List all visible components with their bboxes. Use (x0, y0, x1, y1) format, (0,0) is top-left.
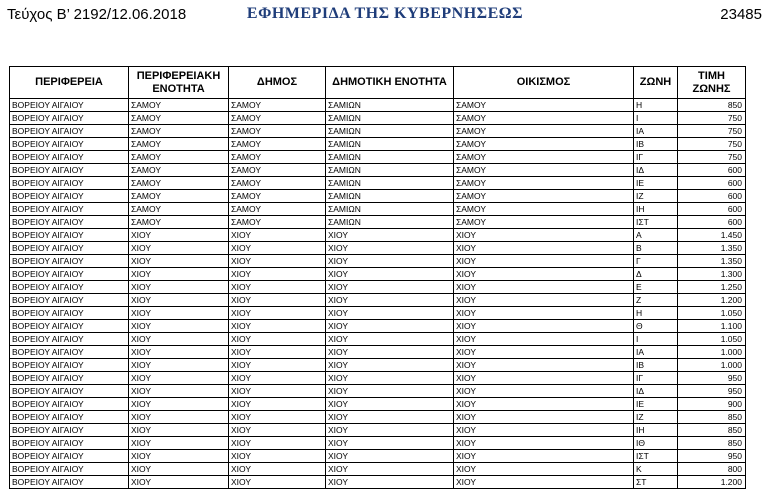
table-row (10, 307, 746, 320)
cell-settlement: ΣΑΜΟΥ (454, 190, 634, 203)
table-row (10, 476, 746, 489)
cell-municipal-unit: ΧΙΟΥ (326, 437, 454, 450)
cell-municipal-unit: ΧΙΟΥ (326, 229, 454, 242)
cell-settlement: ΧΙΟΥ (454, 385, 634, 398)
cell-municipal-unit: ΧΙΟΥ (326, 307, 454, 320)
cell-regional-unit: ΣΑΜΟΥ (129, 216, 229, 229)
cell-settlement: ΧΙΟΥ (454, 320, 634, 333)
cell-settlement: ΣΑΜΟΥ (454, 151, 634, 164)
cell-region: ΒΟΡΕΙΟΥ ΑΙΓΑΙΟΥ (10, 411, 129, 424)
cell-zone: ΙΒ (634, 359, 678, 372)
cell-regional-unit: ΧΙΟΥ (129, 320, 229, 333)
cell-settlement: ΧΙΟΥ (454, 359, 634, 372)
cell-region: ΒΟΡΕΙΟΥ ΑΙΓΑΙΟΥ (10, 424, 129, 437)
cell-regional-unit: ΣΑΜΟΥ (129, 177, 229, 190)
cell-settlement: ΧΙΟΥ (454, 307, 634, 320)
cell-regional-unit: ΧΙΟΥ (129, 411, 229, 424)
cell-municipality: ΣΑΜΟΥ (229, 203, 326, 216)
cell-region: ΒΟΡΕΙΟΥ ΑΙΓΑΙΟΥ (10, 190, 129, 203)
cell-municipality: ΧΙΟΥ (229, 385, 326, 398)
cell-zone-price: 1.050 (678, 307, 746, 320)
cell-municipal-unit: ΧΙΟΥ (326, 385, 454, 398)
cell-municipal-unit: ΧΙΟΥ (326, 333, 454, 346)
cell-municipal-unit: ΣΑΜΙΩΝ (326, 203, 454, 216)
cell-municipality: ΧΙΟΥ (229, 320, 326, 333)
cell-zone: ΙΖ (634, 411, 678, 424)
cell-settlement: ΧΙΟΥ (454, 411, 634, 424)
table-row (10, 255, 746, 268)
cell-municipal-unit: ΧΙΟΥ (326, 424, 454, 437)
cell-regional-unit: ΧΙΟΥ (129, 255, 229, 268)
cell-regional-unit: ΧΙΟΥ (129, 398, 229, 411)
cell-zone-price: 950 (678, 385, 746, 398)
cell-zone-price: 1.350 (678, 242, 746, 255)
cell-municipality: ΧΙΟΥ (229, 463, 326, 476)
cell-regional-unit: ΧΙΟΥ (129, 268, 229, 281)
cell-zone-price: 950 (678, 450, 746, 463)
table-row (10, 203, 746, 216)
cell-regional-unit: ΣΑΜΟΥ (129, 151, 229, 164)
cell-zone-price: 1.050 (678, 333, 746, 346)
cell-zone-price: 1.450 (678, 229, 746, 242)
cell-municipal-unit: ΣΑΜΙΩΝ (326, 138, 454, 151)
cell-settlement: ΧΙΟΥ (454, 476, 634, 489)
cell-region: ΒΟΡΕΙΟΥ ΑΙΓΑΙΟΥ (10, 216, 129, 229)
cell-regional-unit: ΧΙΟΥ (129, 307, 229, 320)
table-row (10, 138, 746, 151)
column-header-municipality: ΔΗΜΟΣ (229, 67, 326, 99)
table-row (10, 359, 746, 372)
cell-region: ΒΟΡΕΙΟΥ ΑΙΓΑΙΟΥ (10, 385, 129, 398)
cell-municipality: ΧΙΟΥ (229, 307, 326, 320)
cell-zone-price: 600 (678, 216, 746, 229)
cell-region: ΒΟΡΕΙΟΥ ΑΙΓΑΙΟΥ (10, 437, 129, 450)
cell-municipal-unit: ΣΑΜΙΩΝ (326, 151, 454, 164)
cell-zone-price: 600 (678, 190, 746, 203)
table-row (10, 398, 746, 411)
cell-settlement: ΧΙΟΥ (454, 333, 634, 346)
cell-municipality: ΧΙΟΥ (229, 372, 326, 385)
cell-municipal-unit: ΧΙΟΥ (326, 281, 454, 294)
cell-zone-price: 750 (678, 125, 746, 138)
cell-municipal-unit: ΧΙΟΥ (326, 255, 454, 268)
cell-settlement: ΧΙΟΥ (454, 268, 634, 281)
cell-municipal-unit: ΧΙΟΥ (326, 268, 454, 281)
cell-zone-price: 850 (678, 99, 746, 112)
cell-zone: Β (634, 242, 678, 255)
cell-settlement: ΧΙΟΥ (454, 229, 634, 242)
table-row (10, 385, 746, 398)
cell-regional-unit: ΧΙΟΥ (129, 346, 229, 359)
cell-municipality: ΣΑΜΟΥ (229, 125, 326, 138)
cell-municipality: ΧΙΟΥ (229, 333, 326, 346)
cell-settlement: ΣΑΜΟΥ (454, 177, 634, 190)
cell-zone: Κ (634, 463, 678, 476)
cell-municipality: ΧΙΟΥ (229, 346, 326, 359)
cell-zone-price: 900 (678, 398, 746, 411)
cell-zone-price: 600 (678, 164, 746, 177)
table-row (10, 463, 746, 476)
cell-zone-price: 750 (678, 138, 746, 151)
cell-settlement: ΣΑΜΟΥ (454, 164, 634, 177)
cell-municipality: ΧΙΟΥ (229, 450, 326, 463)
table-row (10, 437, 746, 450)
cell-zone: ΙΑ (634, 346, 678, 359)
cell-municipality: ΧΙΟΥ (229, 398, 326, 411)
cell-zone: Θ (634, 320, 678, 333)
table-body (10, 99, 746, 489)
cell-regional-unit: ΧΙΟΥ (129, 476, 229, 489)
cell-settlement: ΧΙΟΥ (454, 294, 634, 307)
cell-municipality: ΧΙΟΥ (229, 281, 326, 294)
cell-region: ΒΟΡΕΙΟΥ ΑΙΓΑΙΟΥ (10, 203, 129, 216)
cell-zone-price: 850 (678, 437, 746, 450)
cell-zone-price: 1.200 (678, 294, 746, 307)
cell-zone-price: 750 (678, 112, 746, 125)
cell-region: ΒΟΡΕΙΟΥ ΑΙΓΑΙΟΥ (10, 242, 129, 255)
cell-region: ΒΟΡΕΙΟΥ ΑΙΓΑΙΟΥ (10, 151, 129, 164)
cell-municipality: ΧΙΟΥ (229, 229, 326, 242)
table-row (10, 99, 746, 112)
cell-zone: ΙΕ (634, 177, 678, 190)
zone-price-table (9, 66, 746, 489)
table-row (10, 112, 746, 125)
cell-settlement: ΣΑΜΟΥ (454, 99, 634, 112)
table-row (10, 294, 746, 307)
cell-region: ΒΟΡΕΙΟΥ ΑΙΓΑΙΟΥ (10, 372, 129, 385)
cell-region: ΒΟΡΕΙΟΥ ΑΙΓΑΙΟΥ (10, 463, 129, 476)
cell-region: ΒΟΡΕΙΟΥ ΑΙΓΑΙΟΥ (10, 255, 129, 268)
issue-reference: Τεύχος Β’ 2192/12.06.2018 (7, 6, 187, 23)
cell-zone: ΙΣΤ (634, 450, 678, 463)
cell-municipality: ΣΑΜΟΥ (229, 151, 326, 164)
column-header-region: ΠΕΡΙΦΕΡΕΙΑ (10, 67, 129, 99)
cell-zone-price: 1.100 (678, 320, 746, 333)
cell-municipal-unit: ΣΑΜΙΩΝ (326, 125, 454, 138)
cell-zone: ΙΔ (634, 164, 678, 177)
table-row (10, 372, 746, 385)
cell-region: ΒΟΡΕΙΟΥ ΑΙΓΑΙΟΥ (10, 268, 129, 281)
column-header-municipal-unit: ΔΗΜΟΤΙΚΗ ΕΝΟΤΗΤΑ (326, 67, 454, 99)
table-row (10, 424, 746, 437)
cell-municipal-unit: ΣΑΜΙΩΝ (326, 190, 454, 203)
cell-zone-price: 1.250 (678, 281, 746, 294)
cell-regional-unit: ΧΙΟΥ (129, 242, 229, 255)
table-row (10, 242, 746, 255)
cell-zone: Η (634, 99, 678, 112)
cell-zone-price: 850 (678, 411, 746, 424)
cell-zone: Ι (634, 333, 678, 346)
cell-settlement: ΣΑΜΟΥ (454, 138, 634, 151)
cell-zone: ΙΓ (634, 372, 678, 385)
cell-municipality: ΣΑΜΟΥ (229, 138, 326, 151)
cell-municipal-unit: ΧΙΟΥ (326, 320, 454, 333)
cell-zone-price: 950 (678, 372, 746, 385)
cell-zone: ΙΒ (634, 138, 678, 151)
cell-zone-price: 1.000 (678, 346, 746, 359)
table-row (10, 190, 746, 203)
column-header-settlement: ΟΙΚΙΣΜΟΣ (454, 67, 634, 99)
cell-municipality: ΧΙΟΥ (229, 255, 326, 268)
cell-regional-unit: ΣΑΜΟΥ (129, 203, 229, 216)
cell-regional-unit: ΧΙΟΥ (129, 229, 229, 242)
cell-region: ΒΟΡΕΙΟΥ ΑΙΓΑΙΟΥ (10, 229, 129, 242)
cell-municipality: ΧΙΟΥ (229, 437, 326, 450)
cell-regional-unit: ΣΑΜΟΥ (129, 164, 229, 177)
cell-settlement: ΧΙΟΥ (454, 372, 634, 385)
cell-region: ΒΟΡΕΙΟΥ ΑΙΓΑΙΟΥ (10, 125, 129, 138)
cell-regional-unit: ΣΑΜΟΥ (129, 190, 229, 203)
cell-zone: Δ (634, 268, 678, 281)
cell-municipality: ΣΑΜΟΥ (229, 164, 326, 177)
cell-municipal-unit: ΧΙΟΥ (326, 398, 454, 411)
cell-settlement: ΧΙΟΥ (454, 255, 634, 268)
cell-municipal-unit: ΧΙΟΥ (326, 476, 454, 489)
cell-municipal-unit: ΣΑΜΙΩΝ (326, 216, 454, 229)
cell-municipality: ΣΑΜΟΥ (229, 190, 326, 203)
cell-municipal-unit: ΣΑΜΙΩΝ (326, 112, 454, 125)
cell-settlement: ΧΙΟΥ (454, 398, 634, 411)
cell-zone-price: 1.300 (678, 268, 746, 281)
cell-municipal-unit: ΧΙΟΥ (326, 463, 454, 476)
cell-settlement: ΧΙΟΥ (454, 463, 634, 476)
table-row (10, 281, 746, 294)
cell-regional-unit: ΧΙΟΥ (129, 463, 229, 476)
table-row (10, 346, 746, 359)
cell-municipal-unit: ΣΑΜΙΩΝ (326, 99, 454, 112)
cell-municipality: ΧΙΟΥ (229, 476, 326, 489)
cell-settlement: ΧΙΟΥ (454, 242, 634, 255)
cell-region: ΒΟΡΕΙΟΥ ΑΙΓΑΙΟΥ (10, 450, 129, 463)
cell-region: ΒΟΡΕΙΟΥ ΑΙΓΑΙΟΥ (10, 294, 129, 307)
table-row (10, 216, 746, 229)
cell-municipality: ΧΙΟΥ (229, 268, 326, 281)
table-row (10, 320, 746, 333)
cell-zone: Ε (634, 281, 678, 294)
cell-settlement: ΣΑΜΟΥ (454, 216, 634, 229)
table-row (10, 229, 746, 242)
cell-municipal-unit: ΧΙΟΥ (326, 372, 454, 385)
cell-municipality: ΣΑΜΟΥ (229, 112, 326, 125)
cell-regional-unit: ΧΙΟΥ (129, 372, 229, 385)
cell-region: ΒΟΡΕΙΟΥ ΑΙΓΑΙΟΥ (10, 359, 129, 372)
cell-municipal-unit: ΧΙΟΥ (326, 450, 454, 463)
cell-region: ΒΟΡΕΙΟΥ ΑΙΓΑΙΟΥ (10, 138, 129, 151)
cell-zone: ΙΔ (634, 385, 678, 398)
cell-municipality: ΧΙΟΥ (229, 411, 326, 424)
cell-zone-price: 1.200 (678, 476, 746, 489)
cell-regional-unit: ΣΑΜΟΥ (129, 112, 229, 125)
cell-settlement: ΧΙΟΥ (454, 281, 634, 294)
cell-zone: ΙΕ (634, 398, 678, 411)
table-header-row (10, 67, 746, 99)
cell-regional-unit: ΣΑΜΟΥ (129, 138, 229, 151)
cell-zone: Η (634, 307, 678, 320)
cell-zone: Γ (634, 255, 678, 268)
cell-region: ΒΟΡΕΙΟΥ ΑΙΓΑΙΟΥ (10, 164, 129, 177)
cell-regional-unit: ΧΙΟΥ (129, 450, 229, 463)
cell-settlement: ΧΙΟΥ (454, 424, 634, 437)
table-row (10, 411, 746, 424)
cell-region: ΒΟΡΕΙΟΥ ΑΙΓΑΙΟΥ (10, 307, 129, 320)
table-row (10, 125, 746, 138)
cell-regional-unit: ΧΙΟΥ (129, 424, 229, 437)
cell-zone-price: 850 (678, 424, 746, 437)
cell-municipality: ΣΑΜΟΥ (229, 216, 326, 229)
cell-region: ΒΟΡΕΙΟΥ ΑΙΓΑΙΟΥ (10, 99, 129, 112)
cell-regional-unit: ΧΙΟΥ (129, 333, 229, 346)
cell-region: ΒΟΡΕΙΟΥ ΑΙΓΑΙΟΥ (10, 333, 129, 346)
cell-municipal-unit: ΧΙΟΥ (326, 242, 454, 255)
page-header (0, 0, 770, 30)
cell-region: ΒΟΡΕΙΟΥ ΑΙΓΑΙΟΥ (10, 320, 129, 333)
cell-zone-price: 600 (678, 203, 746, 216)
table-row (10, 450, 746, 463)
cell-municipality: ΣΑΜΟΥ (229, 99, 326, 112)
cell-zone: ΙΑ (634, 125, 678, 138)
cell-municipality: ΧΙΟΥ (229, 424, 326, 437)
cell-municipal-unit: ΧΙΟΥ (326, 294, 454, 307)
cell-zone: ΙΣΤ (634, 216, 678, 229)
cell-region: ΒΟΡΕΙΟΥ ΑΙΓΑΙΟΥ (10, 177, 129, 190)
cell-region: ΒΟΡΕΙΟΥ ΑΙΓΑΙΟΥ (10, 398, 129, 411)
cell-regional-unit: ΧΙΟΥ (129, 294, 229, 307)
cell-zone-price: 600 (678, 177, 746, 190)
cell-regional-unit: ΣΑΜΟΥ (129, 99, 229, 112)
column-header-regional-unit: ΠΕΡΙΦΕΡΕΙΑΚΗ ΕΝΟΤΗΤΑ (129, 67, 229, 99)
cell-settlement: ΣΑΜΟΥ (454, 203, 634, 216)
cell-municipality: ΧΙΟΥ (229, 359, 326, 372)
cell-zone-price: 750 (678, 151, 746, 164)
cell-region: ΒΟΡΕΙΟΥ ΑΙΓΑΙΟΥ (10, 346, 129, 359)
cell-settlement: ΧΙΟΥ (454, 437, 634, 450)
cell-zone-price: 800 (678, 463, 746, 476)
cell-region: ΒΟΡΕΙΟΥ ΑΙΓΑΙΟΥ (10, 476, 129, 489)
gazette-title: ΕΦΗΜΕΡΙΔΑ ΤΗΣ ΚΥΒΕΡΝΗΣΕΩΣ (246, 5, 524, 22)
cell-region: ΒΟΡΕΙΟΥ ΑΙΓΑΙΟΥ (10, 281, 129, 294)
cell-zone: Ζ (634, 294, 678, 307)
cell-zone: ΙΗ (634, 424, 678, 437)
cell-zone: ΙΓ (634, 151, 678, 164)
cell-settlement: ΧΙΟΥ (454, 450, 634, 463)
column-header-zone-price: ΤΙΜΗ ΖΩΝΗΣ (678, 67, 746, 99)
cell-regional-unit: ΧΙΟΥ (129, 437, 229, 450)
cell-settlement: ΣΑΜΟΥ (454, 125, 634, 138)
cell-regional-unit: ΧΙΟΥ (129, 281, 229, 294)
cell-zone: Ι (634, 112, 678, 125)
cell-municipal-unit: ΧΙΟΥ (326, 359, 454, 372)
cell-zone: ΙΖ (634, 190, 678, 203)
cell-settlement: ΣΑΜΟΥ (454, 112, 634, 125)
cell-settlement: ΧΙΟΥ (454, 346, 634, 359)
cell-zone-price: 1.350 (678, 255, 746, 268)
table-row (10, 151, 746, 164)
cell-zone: ΙΘ (634, 437, 678, 450)
table-row (10, 333, 746, 346)
cell-municipal-unit: ΣΑΜΙΩΝ (326, 164, 454, 177)
cell-municipality: ΧΙΟΥ (229, 294, 326, 307)
table-row (10, 177, 746, 190)
cell-municipality: ΣΑΜΟΥ (229, 177, 326, 190)
cell-zone: ΙΗ (634, 203, 678, 216)
table-row (10, 164, 746, 177)
column-header-zone: ΖΩΝΗ (634, 67, 678, 99)
cell-regional-unit: ΧΙΟΥ (129, 359, 229, 372)
cell-zone: Α (634, 229, 678, 242)
cell-zone: ΣΤ (634, 476, 678, 489)
cell-municipal-unit: ΧΙΟΥ (326, 346, 454, 359)
cell-regional-unit: ΧΙΟΥ (129, 385, 229, 398)
cell-region: ΒΟΡΕΙΟΥ ΑΙΓΑΙΟΥ (10, 112, 129, 125)
cell-municipal-unit: ΣΑΜΙΩΝ (326, 177, 454, 190)
cell-municipality: ΧΙΟΥ (229, 242, 326, 255)
cell-municipal-unit: ΧΙΟΥ (326, 411, 454, 424)
table-row (10, 268, 746, 281)
cell-regional-unit: ΣΑΜΟΥ (129, 125, 229, 138)
page-number: 23485 (720, 6, 762, 23)
cell-zone-price: 1.000 (678, 359, 746, 372)
